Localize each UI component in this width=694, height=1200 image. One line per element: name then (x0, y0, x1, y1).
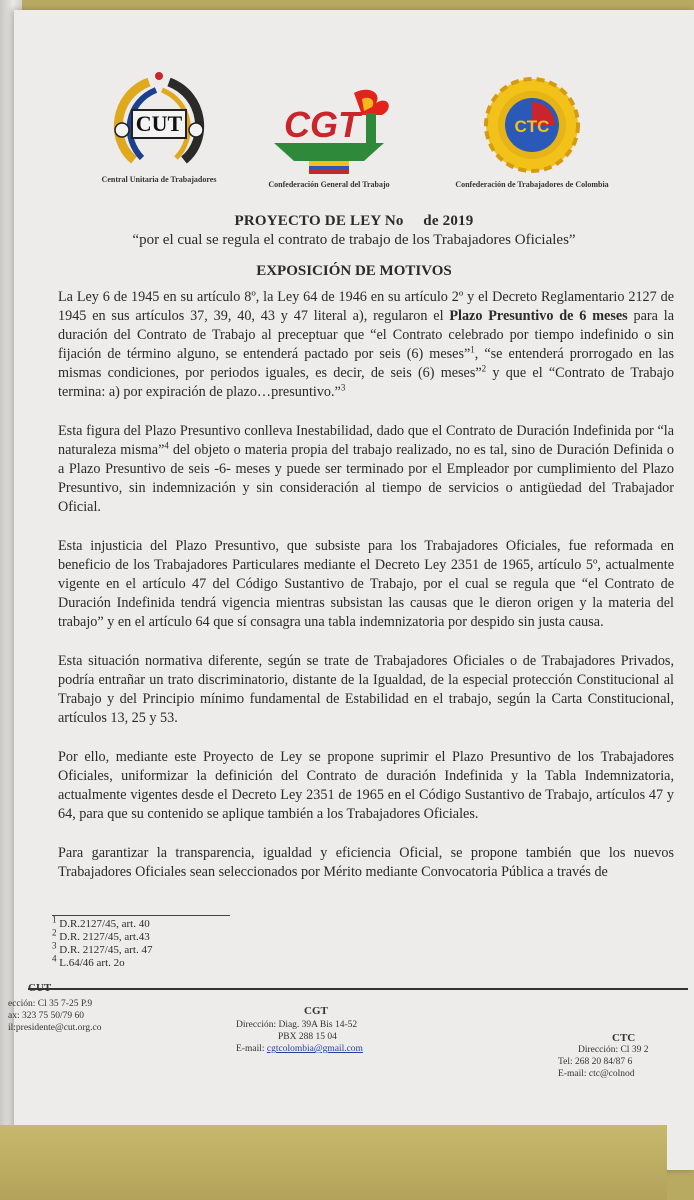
footer-cut-org: CUT (28, 982, 52, 994)
desk-surface (0, 1125, 667, 1200)
cgt-emblem-icon (254, 85, 404, 175)
cut-emblem-icon (104, 70, 214, 170)
document-body (58, 288, 674, 902)
paragraph-1 (58, 288, 674, 402)
paragraph-3: Esta injusticia del Plazo Presuntivo, que subsiste para los Trabajadores Oficiales, fue reformada en beneficio de los Trabajadores Particulares mediante el Decreto Ley 2351 de 1965, artículo 5º, actualmente vigente en el artículo 47 del Código Sustantivo de Trabajo, por el cual se regula que “el Contrato de Duración Indefinida tendrá vigencia mientras subsistan las causas que le dieron origen y la materia del trabajo” y en el artículo 64 que sí consagra una tabla indemnizatoria por despido sin justa causa. (58, 538, 674, 630)
paragraph-4: Esta situación normativa diferente, según se trate de Trabajadores Oficiales o de Trabajadores Privados, podría entrañar un trato discriminatorio, distante de la Igualdad, de la especial protección Constitucional al Trabajo y del Principio mínimo fundamental de Estabilidad en el trabajo, según la Carta Constitucional, artículos 13, 25 y 53. (58, 653, 674, 726)
footer-cut-address: ección: Cl 35 7-25 P.9 (8, 999, 93, 1009)
section-heading: EXPOSICIÓN DE MOTIVOS (256, 263, 452, 279)
footnote-4: $^4$ L.64/46 art. 2o (52, 953, 125, 969)
footnote-3: $^3$ D.R. 2127/45, art. 47 (52, 940, 153, 956)
p1-bold-term: Plazo Presuntivo de 6 meses (449, 308, 628, 324)
letterhead (44, 20, 684, 210)
footer-ctc-org: CTC (612, 1032, 636, 1044)
ctc-gear-icon (482, 75, 582, 175)
footer-cgt-email-label: E-mail: (236, 1044, 267, 1054)
footnote-ref-1: 1 (470, 344, 475, 355)
paragraph-5: Por ello, mediante este Proyecto de Ley se propone suprimir el Plazo Presuntivo de los Trabajadores Oficiales, uniformizar la definición del Contrato de duración Indefinida y la Tabla Indemnizatoria, actualmente vigentes desde el Decreto Ley 2351 de 1965 en el Código Sustantivo de Trabajo, artículos 47 y 64, para que su contenido se aplique también a los Trabajadores Oficiales. (58, 749, 674, 822)
footnote-ref-2: 2 (481, 363, 487, 374)
footer-divider (28, 988, 688, 990)
p2-text-a: Esta figura del Plazo Presuntivo conlleva Inestabilidad, dado que el Contrato de Duración Indefinida por “la naturaleza misma” (58, 423, 674, 458)
footnotes (52, 914, 153, 970)
footnote-1: $^1$ D.R.2127/45, art. 40 (52, 914, 150, 930)
cgt-caption: Confederación General del Trabajo (268, 180, 390, 189)
p1-text-c: , “se entenderá prorrogado en las mismas condiciones, por periodos iguales, es decir, de seis (6) meses” (58, 346, 674, 381)
footer-ctc (558, 1032, 648, 1080)
footer-cgt-phone: PBX 288 15 04 (278, 1032, 337, 1042)
footnote-divider (52, 915, 230, 916)
footer-cgt-org: CGT (304, 1005, 328, 1017)
footnote-2: $^2$ D.R. 2127/45, art.43 (52, 927, 150, 943)
cut-logo (94, 70, 224, 184)
p1-text-b: para la duración del Contrato de Trabajo al preceptuar que “el Contrato celebrado por tiempo indefinido o sin fijación de término alguno, se entenderá pactado por seis (6) meses” (58, 308, 674, 362)
cut-caption: Central Unitaria de Trabajadores (101, 175, 217, 184)
cut-mark: CUT (135, 111, 183, 136)
bill-title: PROYECTO DE LEY No de 2019 (234, 213, 474, 229)
ctc-logo (442, 75, 622, 189)
document-page (8, 10, 694, 1170)
p1-text-a: La Ley 6 de 1945 en su artículo 8º, la Ley 64 de 1946 en su artículo 2º y el Decreto Reglamentario 2127 de 1945 en sus artículos 37, 39, 40, 43 y 47 literal a), regularon el (58, 289, 674, 324)
p1-text-d: y que el “Contrato de Trabajo termina: a) por expiración de plazo…presuntivo.” (58, 365, 674, 400)
footer-ctc-phone: Tel: 268 20 84/87 6 (558, 1057, 633, 1067)
bill-subtitle: “por el cual se regula el contrato de trabajo de los Trabajadores Oficiales” (132, 232, 576, 248)
footer-cut-email: il:presidente@cut.org.co (8, 1023, 102, 1033)
footnote-ref-4: 4 (164, 440, 169, 451)
paragraph-2 (58, 422, 674, 517)
footer-cut (8, 982, 102, 1034)
footer-cgt-email-link[interactable]: cgtcolombia@gmail.com (266, 1044, 363, 1054)
footer-cgt-email-row (236, 1043, 363, 1055)
paragraph-6: Para garantizar la transparencia, igualdad y eficiencia Oficial, se propone también que los nuevos Trabajadores Oficiales sean seleccionados por Mérito mediante Convocatoria Pública a través de (58, 845, 674, 880)
footer-ctc-address: Dirección: Cl 39 2 (578, 1045, 649, 1055)
footnote-ref-3: 3 (340, 382, 346, 393)
footer-cgt (236, 1005, 363, 1055)
title-block (44, 213, 664, 280)
ctc-mark: CTC (514, 117, 550, 136)
footer-cut-fax: ax: 323 75 50/79 60 (8, 1011, 84, 1021)
p2-text-b: del objeto o materia propia del trabajo realizado, no es tal, sino de Duración Definida o a Plazo Presuntivo de seis -6- meses y puede ser terminado por el Empleador por cumplimiento del Plazo Presuntivo, sin indemnización y sin consideración al tiempo de servicios o antigüedad del Trabajador Oficial. (58, 442, 674, 515)
cgt-mark: CGT (284, 104, 360, 145)
footer-cgt-address: Dirección: Diag. 39A Bis 14-52 (236, 1020, 358, 1030)
cgt-logo (249, 85, 409, 189)
footer-ctc-email: E-mail: ctc@colnod (558, 1069, 635, 1079)
ctc-caption: Confederación de Trabajadores de Colombia (455, 180, 609, 189)
